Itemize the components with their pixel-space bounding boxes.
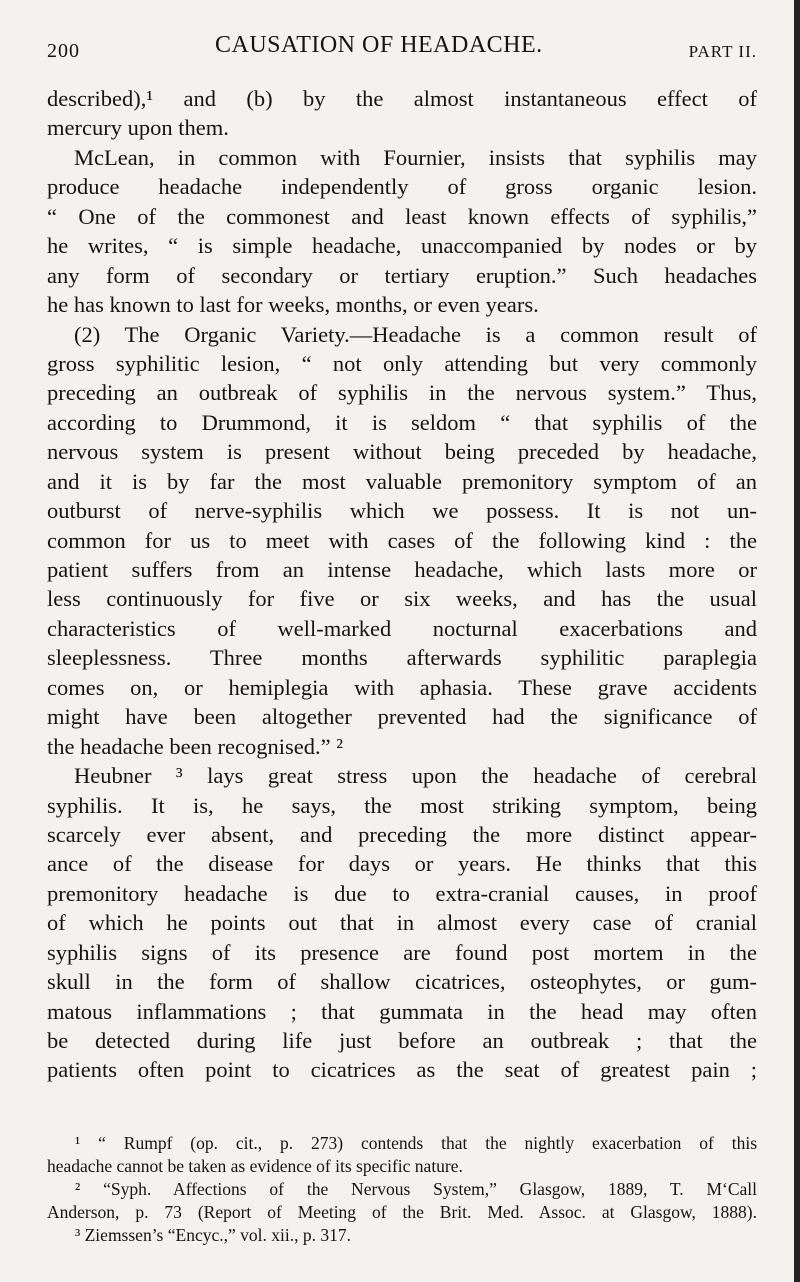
text-line: of which he points out that in almost every case of cranial bbox=[47, 910, 757, 936]
page-number: 200 bbox=[47, 40, 80, 62]
text-line: preceding an outbreak of syphilis in the nervous system.” Thus, bbox=[47, 380, 757, 406]
part-label: PART II. bbox=[688, 42, 757, 61]
text-line: and it is by far the most valuable premonitory symptom of an bbox=[47, 468, 757, 494]
text-line: the headache been recognised.” ² bbox=[47, 733, 343, 759]
text-line: matous inflammations ; that gummata in the head may often bbox=[47, 998, 757, 1024]
footnote-line: ³ Ziemssen’s “Encyc.,” vol. xii., p. 317. bbox=[75, 1225, 351, 1245]
text-line: Heubner ³ lays great stress upon the headache of cerebral bbox=[74, 763, 757, 789]
body-text bbox=[47, 84, 757, 1085]
footnote-line: ² “Syph. Affections of the Nervous System,” Glasgow, 1889, T. M‘Call bbox=[75, 1179, 757, 1199]
text-line: he has known to last for weeks, months, or even years. bbox=[47, 292, 539, 318]
text-line: premonitory headache is due to extra-cranial causes, in proof bbox=[47, 880, 757, 906]
text-line: produce headache independently of gross organic lesion. bbox=[47, 174, 757, 200]
text-line: sleeplessness. Three months afterwards syphilitic paraplegia bbox=[47, 645, 757, 671]
text-line: scarcely ever absent, and preceding the more distinct appear- bbox=[47, 821, 757, 847]
page-edge-shadow bbox=[794, 0, 800, 1282]
text-line: patients often point to cicatrices as the seat of greatest pain ; bbox=[47, 1057, 757, 1083]
text-line: skull in the form of shallow cicatrices, osteophytes, or gum- bbox=[47, 969, 757, 995]
footnote-line: ¹ “ Rumpf (op. cit., p. 273) contends that the nightly exacerbation of this bbox=[75, 1133, 757, 1153]
text-line: syphilis signs of its presence are found post mortem in the bbox=[47, 939, 757, 965]
text-line: patient suffers from an intense headache, which lasts more or bbox=[47, 557, 757, 582]
text-line: ance of the disease for days or years. He thinks that this bbox=[47, 851, 757, 877]
text-line: nervous system is present without being preceded by headache, bbox=[47, 439, 757, 465]
text-line: common for us to meet with cases of the following kind : the bbox=[47, 527, 757, 553]
footnote-line: Anderson, p. 73 (Report of Meeting of the Brit. Med. Assoc. at Glasgow, 1888). bbox=[47, 1202, 757, 1222]
running-title: CAUSATION OF HEADACHE. bbox=[215, 32, 543, 58]
text-line: might have been altogether prevented had the significance of bbox=[47, 704, 757, 730]
text-line: according to Drummond, it is seldom “ that syphilis of the bbox=[47, 409, 757, 435]
text-line: comes on, or hemiplegia with aphasia. These grave accidents bbox=[47, 674, 757, 700]
text-line: “ One of the commonest and least known effects of syphilis,” bbox=[47, 203, 757, 229]
text-line: (2) The Organic Variety.—Headache is a common result of bbox=[74, 321, 757, 347]
footnotes bbox=[47, 1132, 757, 1247]
text-line: he writes, “ is simple headache, unaccompanied by nodes or by bbox=[47, 233, 757, 259]
text-line: be detected during life just before an outbreak ; that the bbox=[47, 1028, 757, 1053]
text-line: mercury upon them. bbox=[47, 115, 229, 141]
text-line: gross syphilitic lesion, “ not only attending but very commonly bbox=[47, 350, 757, 376]
text-line: characteristics of well-marked nocturnal exacerbations and bbox=[47, 615, 757, 641]
text-line: McLean, in common with Fournier, insists that syphilis may bbox=[74, 144, 757, 170]
text-line: less continuously for five or six weeks, and has the usual bbox=[47, 586, 757, 612]
text-line: described),¹ and (b) by the almost instantaneous effect of bbox=[47, 86, 757, 111]
text-line: syphilis. It is, he says, the most striking symptom, being bbox=[47, 792, 757, 818]
running-header bbox=[47, 32, 757, 66]
text-line: outburst of nerve-syphilis which we possess. It is not un- bbox=[47, 498, 757, 524]
text-line: any form of secondary or tertiary eruption.” Such headaches bbox=[47, 262, 757, 288]
footnote-line: headache cannot be taken as evidence of its specific nature. bbox=[47, 1156, 463, 1176]
